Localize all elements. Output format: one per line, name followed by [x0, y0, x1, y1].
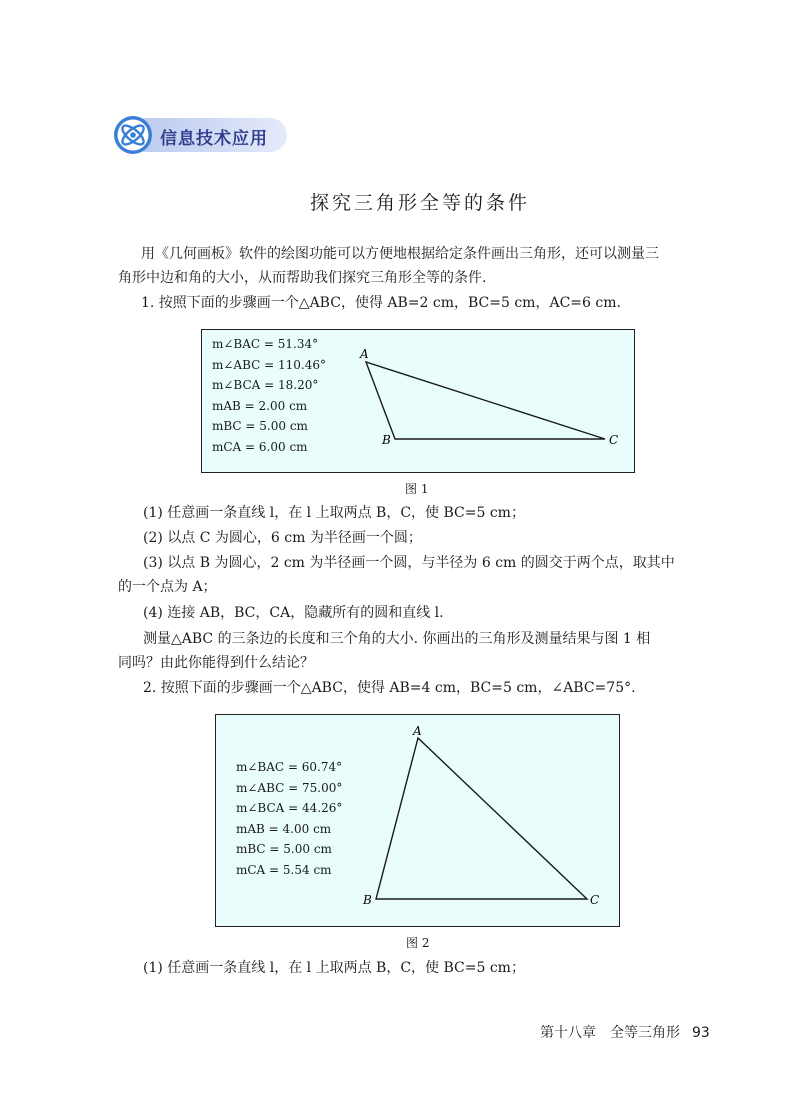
measurement-line: m∠ABC = 75.00° — [236, 780, 343, 795]
step-1-3a: (3) 以点 B 为圆心，2 cm 为半径画一个圆，与半径为 6 cm 的圆交于两个点，取其中 — [143, 555, 675, 571]
triangle-2-diagram — [216, 715, 619, 926]
measurement-line: m∠BAC = 60.74° — [236, 760, 343, 774]
vertex-b-label: B — [382, 433, 391, 447]
intro-line-2: 角形中边和角的大小，从而帮助我们探究三角形全等的条件. — [118, 270, 487, 286]
question-1-line-2: 同吗？由此你能得到什么结论？ — [118, 655, 314, 671]
page-footer — [540, 1022, 710, 1042]
step-2-1: (1) 任意画一条直线 l，在 l 上取两点 B，C，使 BC=5 cm； — [143, 960, 525, 976]
figure-1-caption: 图 1 — [405, 482, 429, 496]
measurement-line: mAB = 2.00 cm — [212, 398, 308, 413]
chapter-label: 第十八章 全等三角形 — [540, 1025, 680, 1041]
figure-2-caption: 图 2 — [406, 936, 430, 950]
triangle-2 — [376, 738, 587, 899]
vertex-a-label: A — [413, 724, 422, 738]
intro-line-1: 用《几何画板》软件的绘图功能可以方便地根据给定条件画出三角形，还可以测量三 — [141, 246, 659, 262]
vertex-c-label: C — [590, 893, 600, 907]
vertex-b-label: B — [363, 893, 372, 907]
page-number: 93 — [692, 1025, 710, 1041]
vertex-a-label: A — [360, 347, 369, 361]
measurement-line: m∠ABC = 110.46° — [212, 357, 326, 372]
step-1-2: (2) 以点 C 为圆心，6 cm 为半径画一个圆； — [143, 530, 422, 546]
triangle-1-diagram — [202, 330, 634, 472]
vertex-c-label: C — [609, 433, 619, 447]
question-1-line-1: 测量△ABC 的三条边的长度和三个角的大小. 你画出的三角形及测量结果与图 1 相 — [143, 631, 651, 647]
measurement-line: mBC = 5.00 cm — [212, 419, 308, 433]
task-1-line: 1. 按照下面的步骤画一个△ABC，使得 AB=2 cm，BC=5 cm，AC=6 cm. — [141, 295, 621, 311]
measurement-line: mCA = 6.00 cm — [212, 439, 308, 454]
triangle-1 — [366, 362, 605, 439]
atom-icon — [113, 115, 153, 155]
measurement-line: m∠BAC = 51.34° — [212, 337, 319, 351]
step-1-3b: 的一个点为 A； — [118, 579, 217, 595]
measurement-line: mAB = 4.00 cm — [236, 821, 332, 836]
figure-1 — [201, 329, 635, 473]
task-2-line: 2. 按照下面的步骤画一个△ABC，使得 AB=4 cm，BC=5 cm，∠ABC=75°. — [143, 680, 636, 696]
measurement-line: m∠BCA = 18.20° — [212, 378, 319, 392]
section-banner — [113, 115, 288, 155]
measurement-line: m∠BCA = 44.26° — [236, 801, 343, 815]
step-1-1: (1) 任意画一条直线 l，在 l 上取两点 B，C，使 BC=5 cm； — [143, 505, 525, 521]
step-1-4: (4) 连接 AB，BC，CA，隐藏所有的圆和直线 l. — [143, 605, 444, 621]
measurement-line: mBC = 5.00 cm — [236, 842, 332, 856]
measurement-line: mCA = 5.54 cm — [236, 862, 332, 877]
figure-2 — [215, 714, 620, 927]
page-title: 探究三角形全等的条件 — [309, 192, 530, 214]
banner-label: 信息技术应用 — [160, 129, 268, 149]
